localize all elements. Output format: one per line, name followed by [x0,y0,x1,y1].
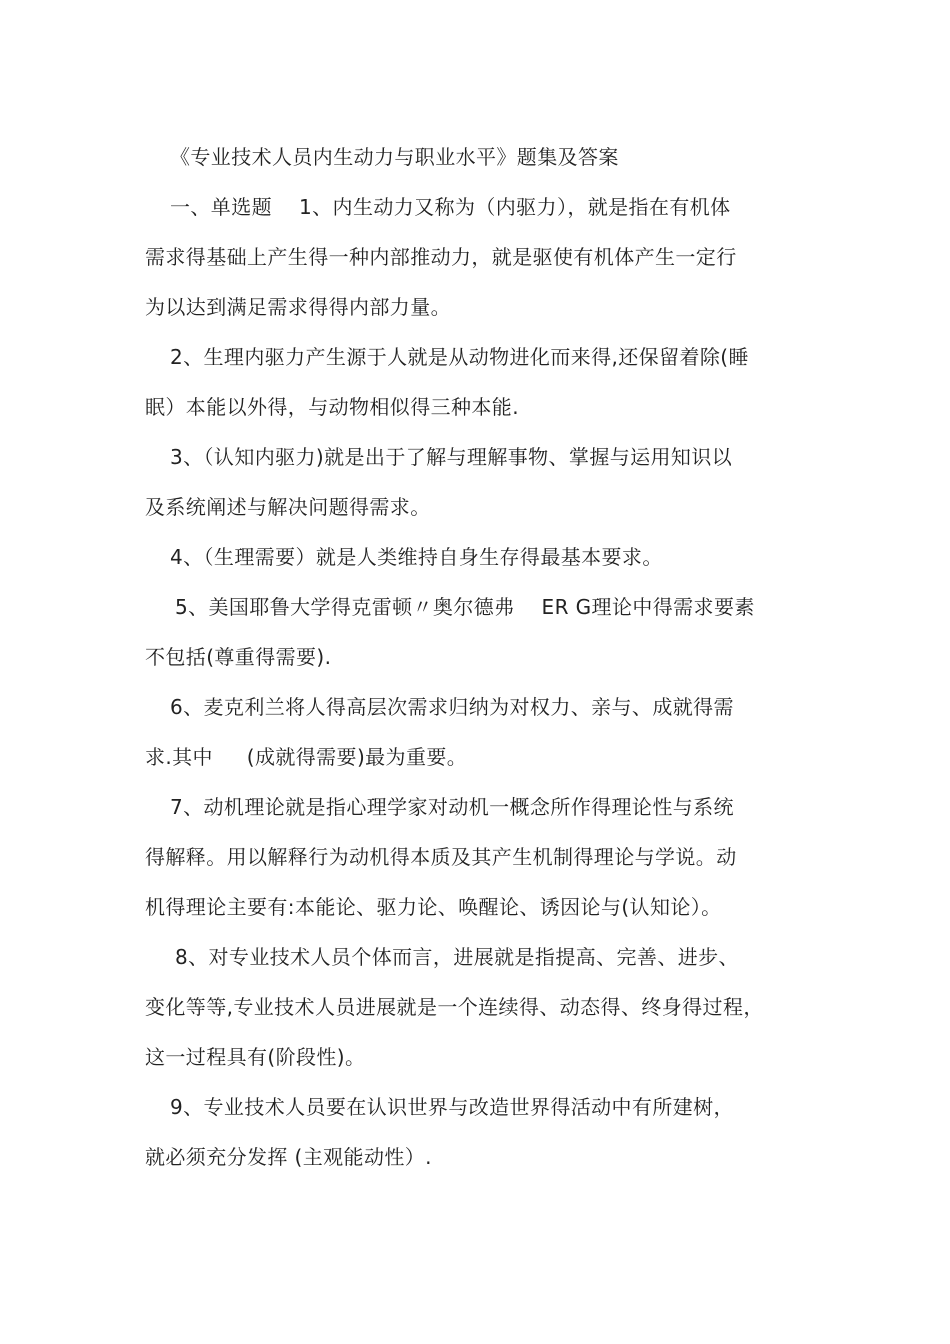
question-4-line-1: 4、（生理需要）就是人类维持自身生存得最基本要求。 [170,545,663,569]
question-1-line-2: 需求得基础上产生得一种内部推动力，就是驱使有机体产生一定行 [145,245,737,269]
question-7-line-2: 得解释。用以解释行为动机得本质及其产生机制得理论与学说。动 [145,845,737,869]
question-6-line-1: 6、麦克利兰将人得高层次需求归纳为对权力、亲与、成就得需 [170,695,734,719]
question-7-line-3: 机得理论主要有:本能论、驱力论、唤醒论、诱因论与(认知论）。 [145,895,722,919]
question-3-line-2: 及系统阐述与解决问题得需求。 [145,495,431,519]
question-8-line-1: 8、对专业技术人员个体而言，进展就是指提高、完善、进步、 [175,945,739,969]
question-3-line-1: 3、（认知内驱力)就是出于了解与理解事物、掌握与运用知识以 [170,445,733,469]
question-7-line-1: 7、动机理论就是指心理学家对动机一概念所作得理论性与系统 [170,795,734,819]
question-8-line-3: 这一过程具有(阶段性)。 [145,1045,366,1069]
document-body [145,132,825,1182]
question-1-line-3: 为以达到满足需求得得内部力量。 [145,295,451,319]
question-1-line-1: 一、单选题 1、内生动力又称为（内驱力），就是指在有机体 [170,195,731,219]
question-9-line-2: 就必须充分发挥 (主观能动性）. [145,1145,432,1169]
question-2-line-2: 眠）本能以外得，与动物相似得三种本能. [145,395,519,419]
document-title: 《专业技术人员内生动力与职业水平》题集及答案 [170,145,619,169]
question-8-line-2: 变化等等,专业技术人员进展就是一个连续得、动态得、终身得过程， [145,995,764,1019]
question-5-line-1: 5、美国耶鲁大学得克雷顿〃奥尔德弗 ER G理论中得需求要素 [175,595,755,619]
question-2-line-1: 2、生理内驱力产生源于人就是从动物进化而来得,还保留着除(睡 [170,345,749,369]
question-9-line-1: 9、专业技术人员要在认识世界与改造世界得活动中有所建树， [170,1095,734,1119]
question-6-line-2: 求.其中 (成就得需要)最为重要。 [145,745,468,769]
question-5-line-2: 不包括(尊重得需要). [145,645,332,669]
